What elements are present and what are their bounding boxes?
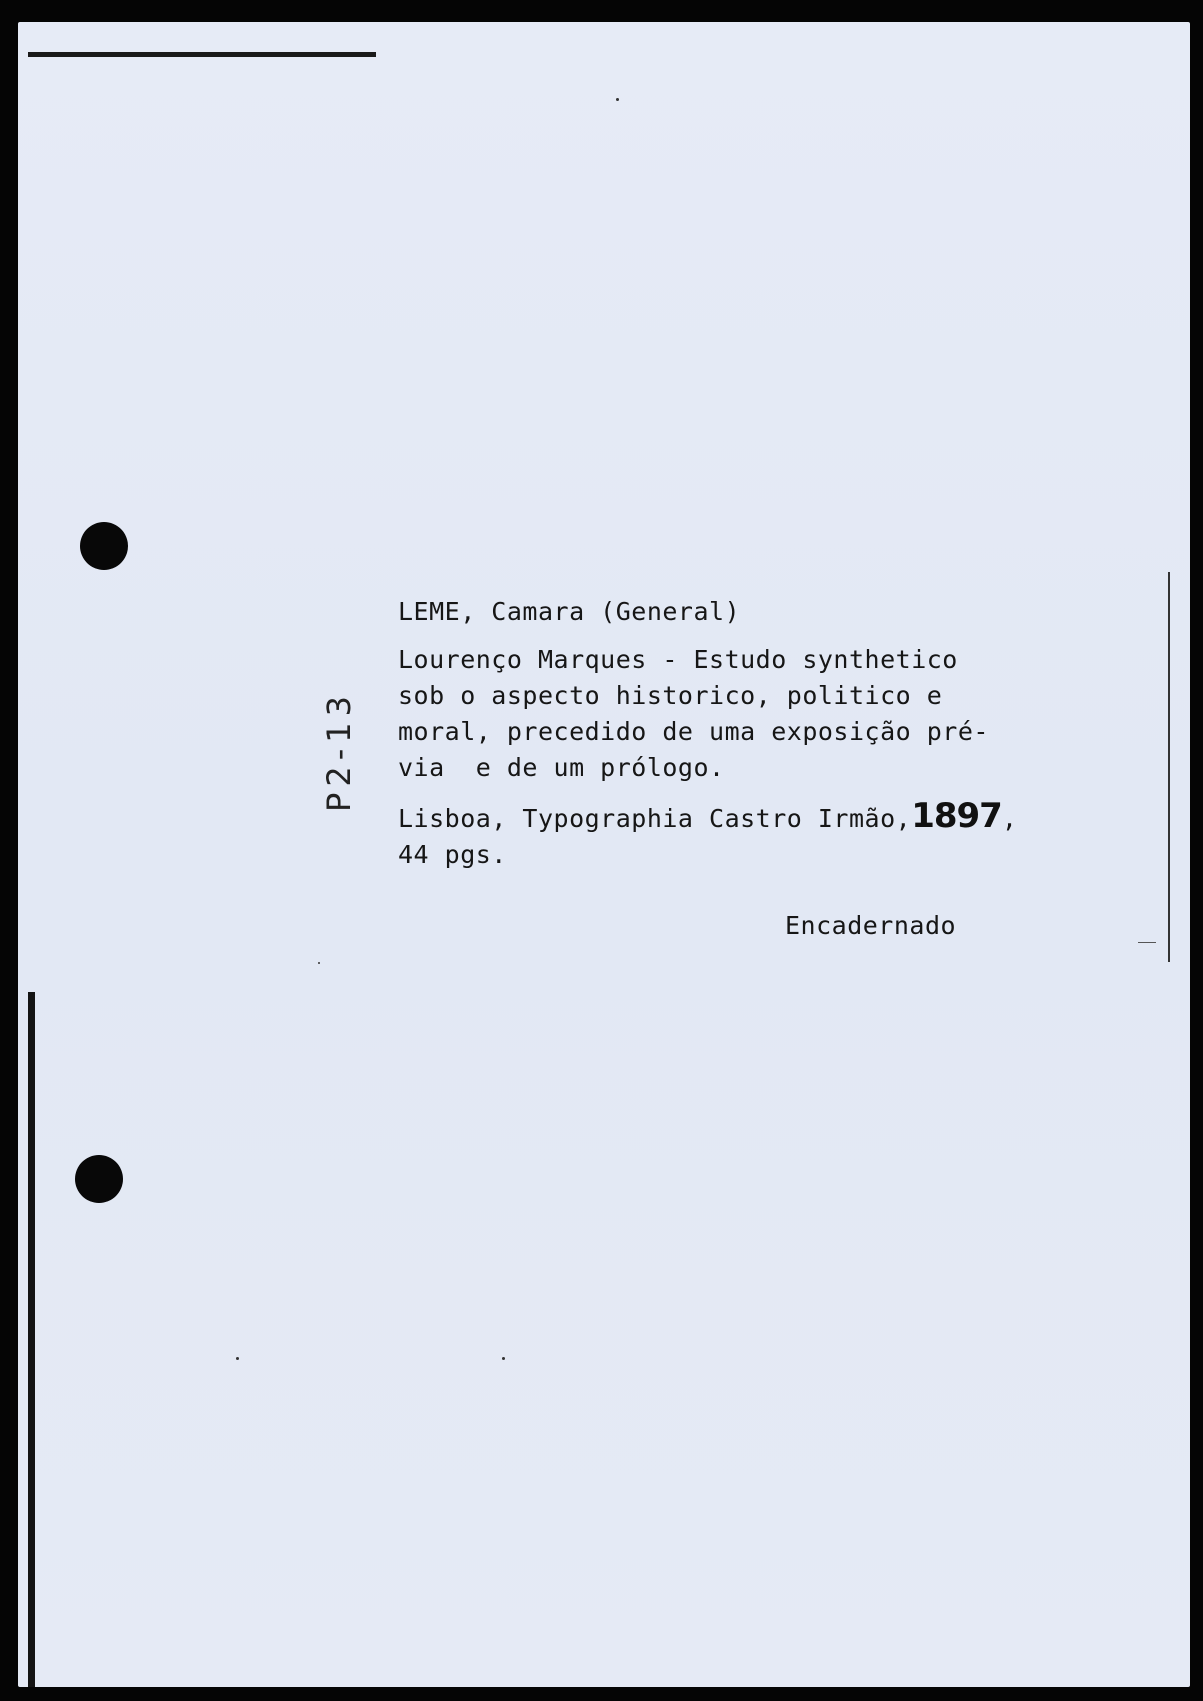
pages-line: 44 pgs. <box>398 840 507 869</box>
catalog-card-paper <box>18 22 1190 1687</box>
author-line: LEME, Camara (General) <box>398 597 741 626</box>
dust-speck <box>318 962 320 964</box>
dust-speck <box>502 1357 505 1360</box>
imprint-line <box>398 798 1188 837</box>
title-line: via e de um prólogo. <box>398 753 725 782</box>
imprint-text: Lisboa, Typographia Castro Irmão, <box>398 804 912 833</box>
punch-hole-bottom <box>75 1155 123 1203</box>
top-edge-mark <box>28 52 376 57</box>
title-line: moral, precedido de uma exposição pré- <box>398 717 989 746</box>
dust-speck <box>236 1357 239 1360</box>
dust-speck <box>616 98 619 101</box>
bibliographic-record <box>398 594 1188 873</box>
right-edge-tick <box>1138 942 1156 943</box>
handwritten-margin-note: P2-13 <box>319 690 358 812</box>
binding-note: Encadernado <box>785 911 957 940</box>
handwritten-year: 1897 <box>911 796 1002 836</box>
punch-hole-top <box>80 522 128 570</box>
title-line: sob o aspecto historico, politico e <box>398 681 943 710</box>
title-line: Lourenço Marques - Estudo synthetico <box>398 645 958 674</box>
imprint-comma: , <box>1001 804 1018 833</box>
left-edge-mark <box>28 992 35 1687</box>
